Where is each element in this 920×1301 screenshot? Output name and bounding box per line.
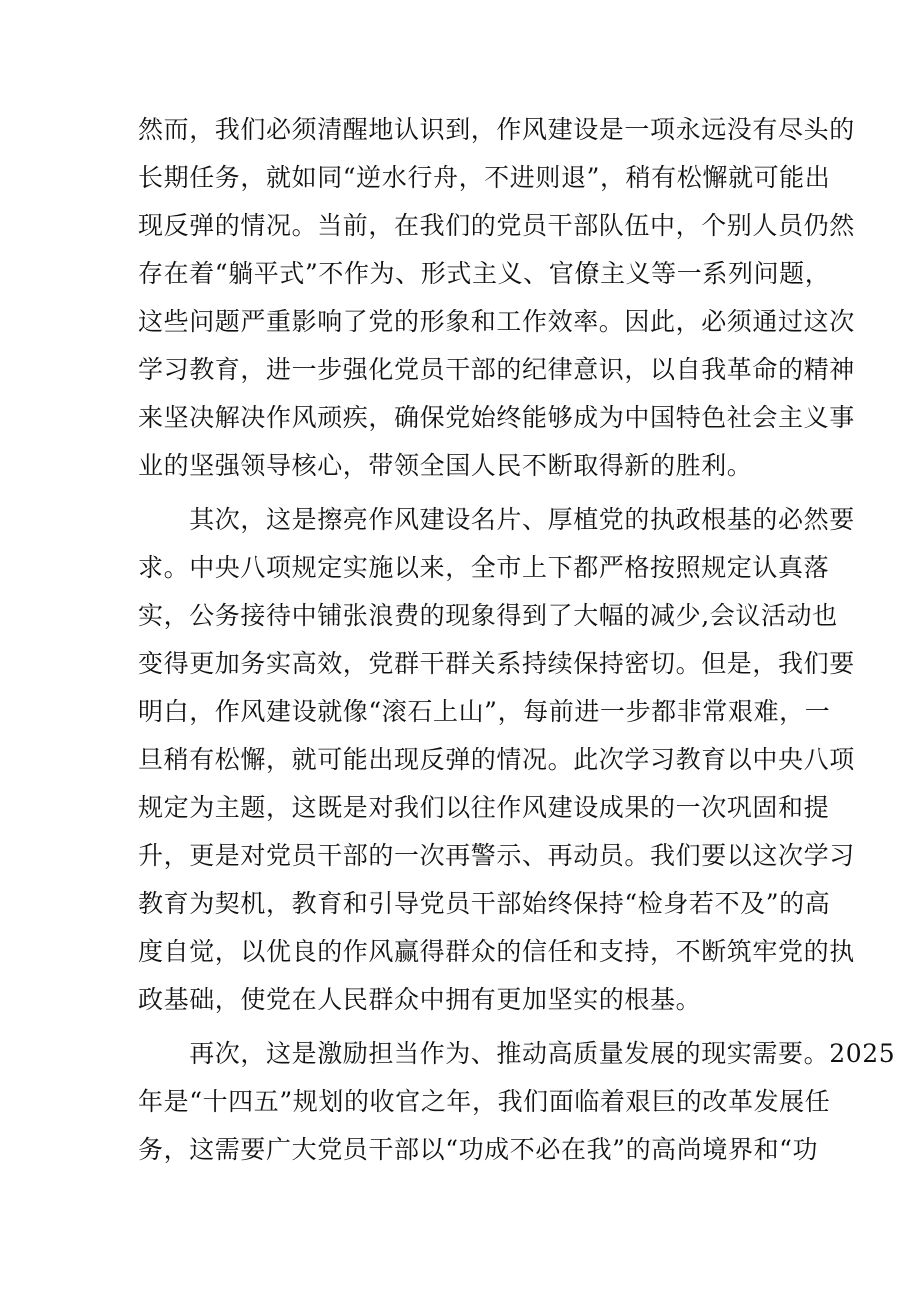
text-line: 这些问题严重影响了党的形象和工作效率。因此，必须通过这次	[138, 307, 855, 336]
text-line: 旦稍有松懈，就可能出现反弹的情况。此次学习教育以中央八项	[138, 745, 855, 774]
text-line: 度自觉，以优良的作风赢得群众的信任和支持，不断筑牢党的执	[138, 937, 855, 966]
paragraph-3	[138, 1030, 896, 1174]
text-line: 长期任务，就如同“逆水行舟，不进则退”，稍有松懈就可能出	[138, 163, 831, 192]
text-line: 规定为主题，这既是对我们以往作风建设成果的一次巩固和提	[138, 793, 830, 822]
paragraph-1	[138, 106, 855, 490]
text-line: 现反弹的情况。当前，在我们的党员干部队伍中，个别人员仍然	[138, 211, 855, 240]
document-body	[138, 106, 896, 1174]
text-line: 年是“十四五”规划的收官之年，我们面临着艰巨的改革发展任	[138, 1087, 831, 1116]
text-line: 学习教育，进一步强化党员干部的纪律意识，以自我革命的精神	[138, 355, 855, 384]
paragraph-2	[138, 496, 855, 1024]
text-line: 明白，作风建设就像“滚石上山”，每前进一步都非常艰难，一	[138, 697, 831, 726]
text-line: 实，公务接待中铺张浪费的现象得到了大幅的减少,会议活动也	[138, 601, 838, 630]
text-line: 政基础，使党在人民群众中拥有更加坚实的根基。	[138, 985, 702, 1014]
text-line: 业的坚强领导核心，带领全国人民不断取得新的胜利。	[138, 451, 753, 480]
text-line: 求。中央八项规定实施以来，全市上下都严格按照规定认真落	[138, 553, 830, 582]
text-line: 来坚决解决作风顽疾，确保党始终能够成为中国特色社会主义事	[138, 403, 855, 432]
text-line: 其次，这是擦亮作风建设名片、厚植党的执政根基的必然要	[138, 505, 855, 534]
text-line: 存在着“躺平式”不作为、形式主义、官僚主义等一系列问题，	[138, 259, 831, 288]
text-line: 教育为契机，教育和引导党员干部始终保持“检身若不及”的高	[138, 889, 831, 918]
text-line: 务，这需要广大党员干部以“功成不必在我”的高尚境界和“功	[138, 1135, 819, 1164]
text-line: 变得更加务实高效，党群干群关系持续保持密切。但是，我们要	[138, 649, 855, 678]
text-line: 升，更是对党员干部的一次再警示、再动员。我们要以这次学习	[138, 841, 855, 870]
text-line: 再次，这是激励担当作为、推动高质量发展的现实需要。2025	[138, 1039, 896, 1068]
text-line: 然而，我们必须清醒地认识到，作风建设是一项永远没有尽头的	[138, 115, 855, 144]
